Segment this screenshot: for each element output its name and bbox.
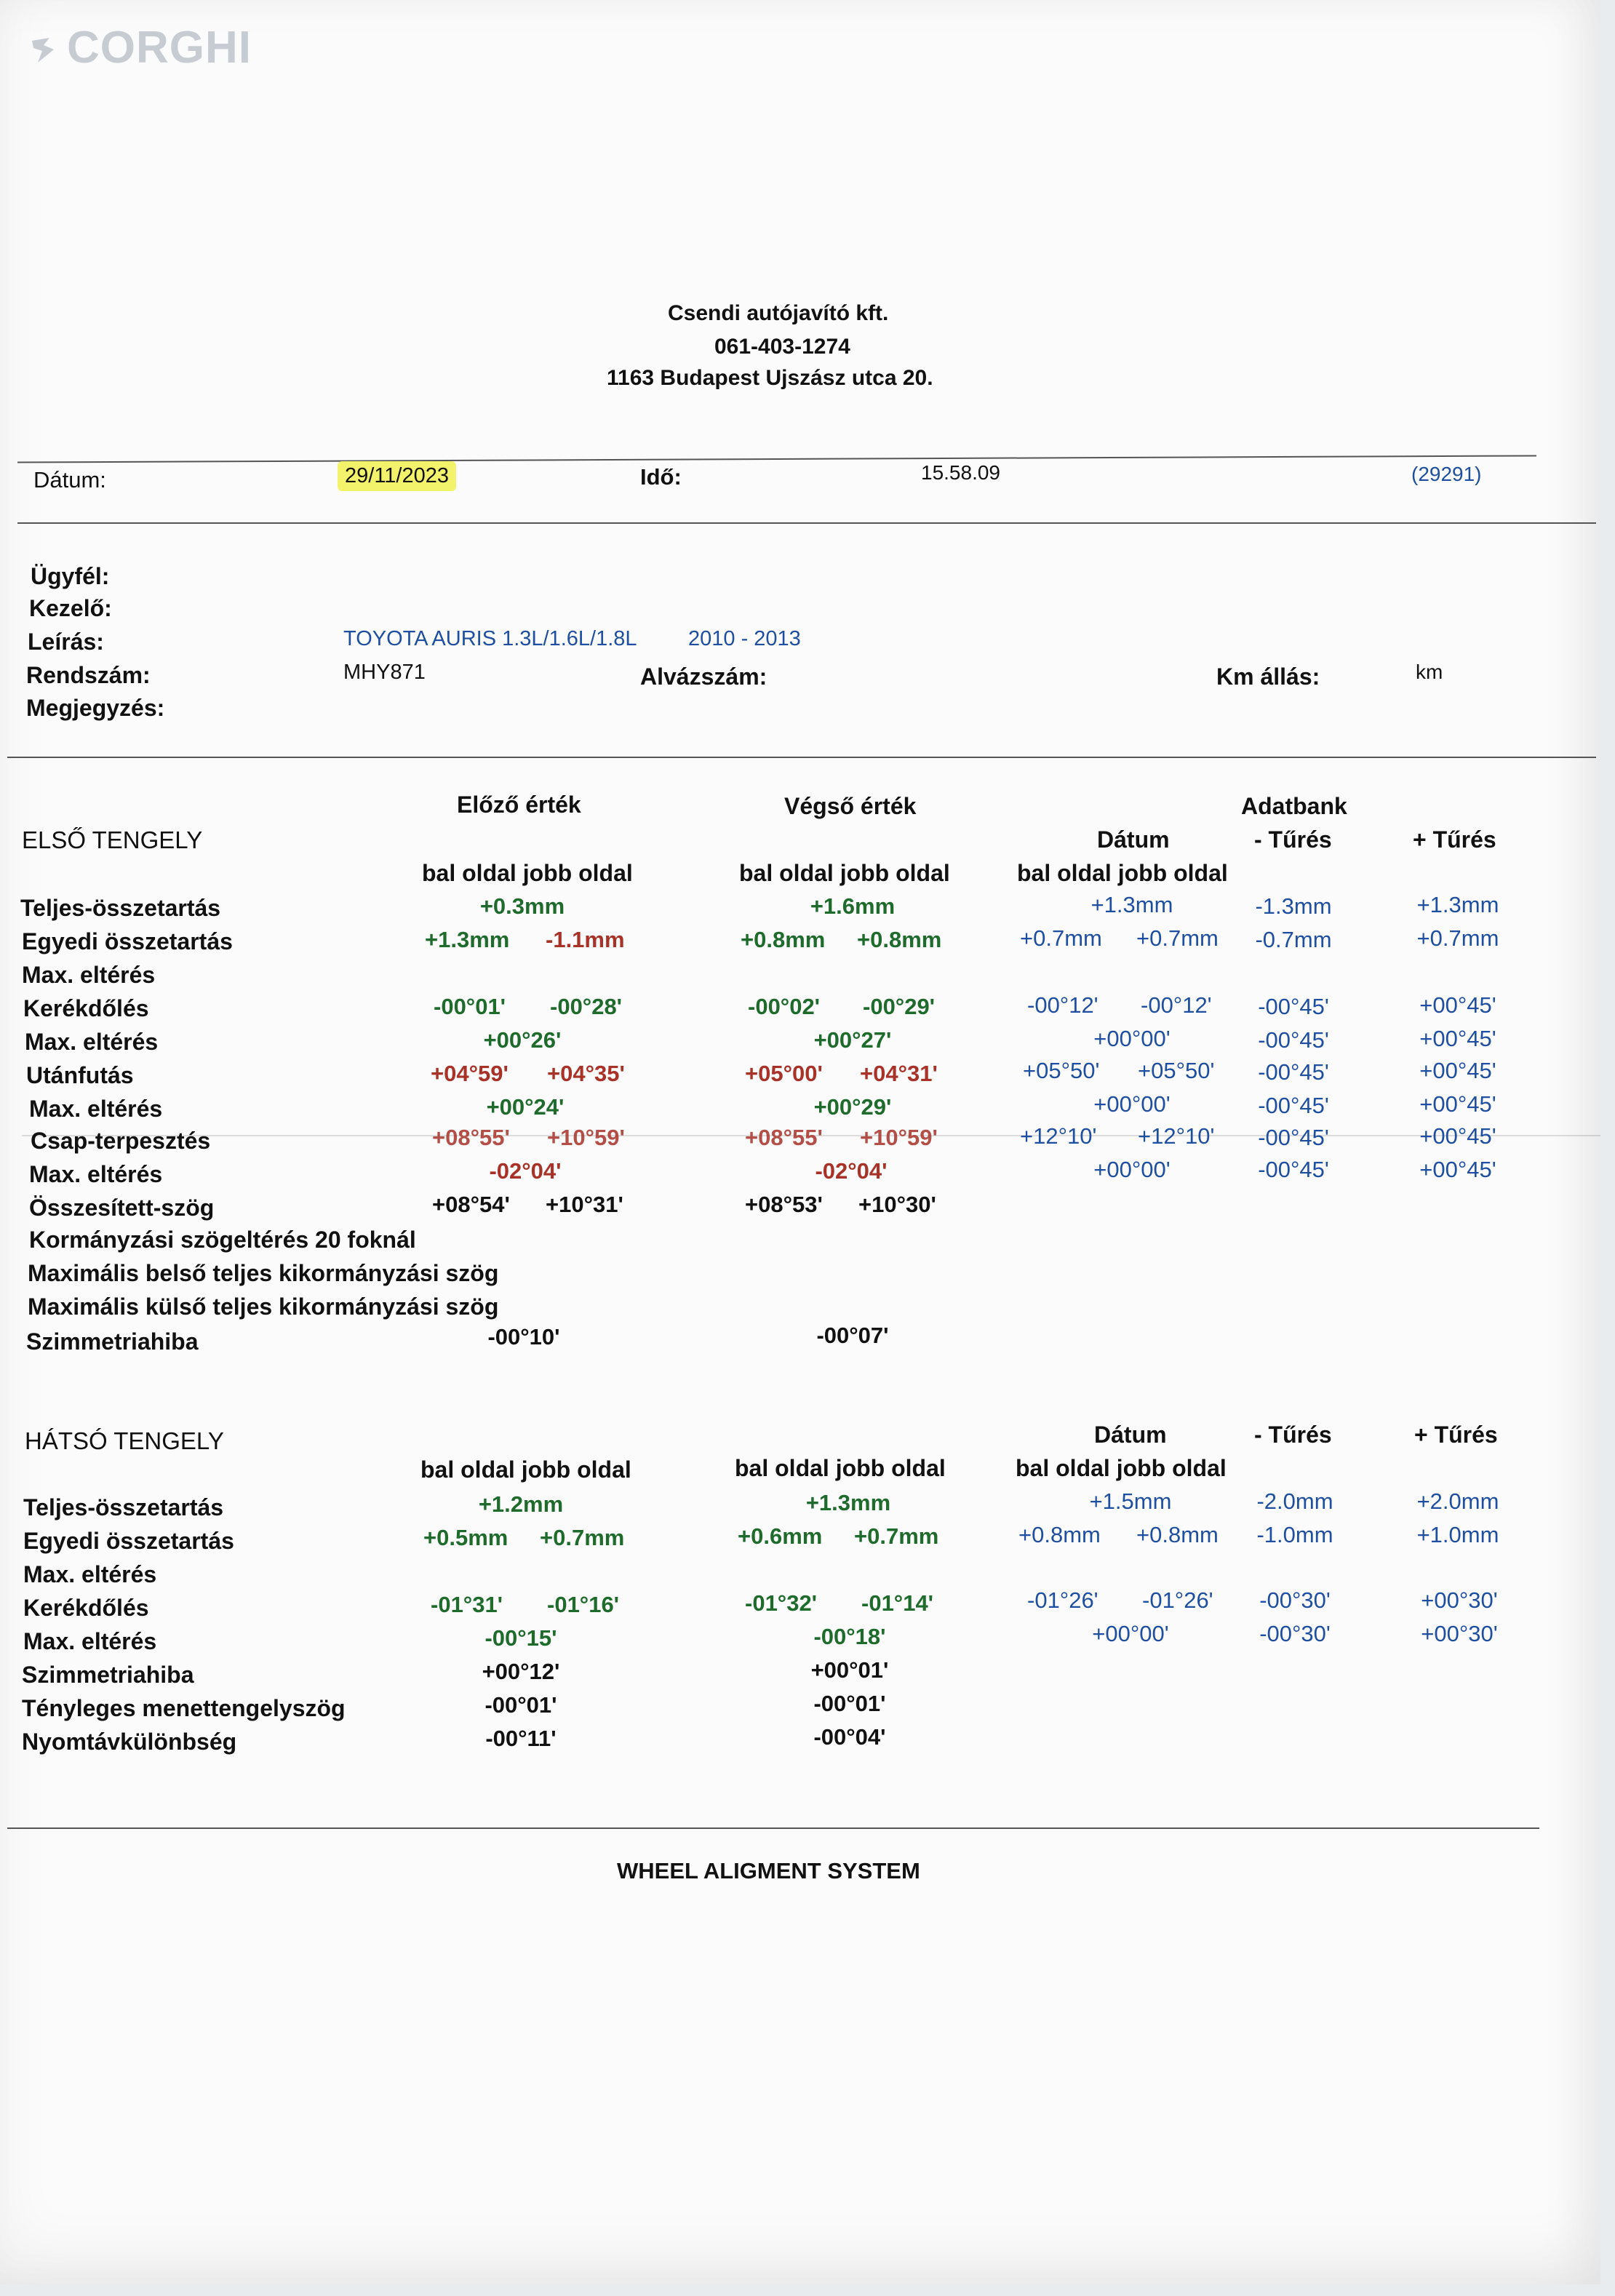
side-header-previous: bal oldal jobb oldal bbox=[420, 1456, 631, 1483]
front-kpi-db-left: +12°10' bbox=[1020, 1123, 1097, 1149]
front-max2-final: +00°27' bbox=[813, 1027, 892, 1053]
km-unit: km bbox=[1416, 661, 1443, 683]
customer-label: Ügyfél: bbox=[31, 563, 110, 589]
col-tolerance-plus: + Tűrés bbox=[1414, 1422, 1498, 1448]
company-phone: 061-403-1274 bbox=[714, 335, 850, 359]
front-caster-db-right: +05°50' bbox=[1138, 1058, 1215, 1083]
rear-ind-toe-db-left: +0.8mm bbox=[1018, 1522, 1101, 1547]
front-camber-db-right: -00°12' bbox=[1141, 992, 1212, 1018]
front-ind-toe-tol-plus: +0.7mm bbox=[1416, 925, 1499, 951]
front-incl-final-left: +08°53' bbox=[745, 1192, 823, 1217]
front-sym-prev: -00°10' bbox=[487, 1324, 560, 1350]
front-ind-toe-final-right: +0.8mm bbox=[857, 927, 942, 952]
col-tolerance-minus: - Tűrés bbox=[1254, 826, 1332, 853]
front-ind-toe-prev-left: +1.3mm bbox=[425, 927, 510, 952]
rear-ind-toe-final-left: +0.6mm bbox=[738, 1523, 823, 1549]
model-years: 2010 - 2013 bbox=[688, 627, 801, 650]
date-value: 29/11/2023 bbox=[338, 461, 456, 491]
row-label-individual-toe: Egyedi összetartás bbox=[22, 928, 233, 954]
date-label: Dátum: bbox=[33, 467, 106, 493]
rear-ind-toe-db-right: +0.8mm bbox=[1136, 1522, 1219, 1547]
front-total-toe-prev: +0.3mm bbox=[479, 893, 565, 919]
front-max2-tol-minus: -00°45' bbox=[1258, 1027, 1329, 1053]
rear-total-toe-db: +1.5mm bbox=[1089, 1488, 1172, 1514]
rear-max2-tol-minus: -00°30' bbox=[1259, 1621, 1331, 1646]
operator-label: Kezelő: bbox=[29, 595, 112, 621]
rear-max2-final: -00°18' bbox=[813, 1624, 886, 1649]
corghi-logo-icon bbox=[28, 33, 60, 65]
divider bbox=[7, 1827, 1539, 1829]
rear-total-toe-tol-minus: -2.0mm bbox=[1256, 1488, 1333, 1514]
rear-camber-db-left: -01°26' bbox=[1027, 1587, 1098, 1613]
divider bbox=[17, 522, 1596, 524]
row-label-kingpin-inclination: Csap-terpesztés bbox=[31, 1128, 211, 1154]
rear-thrust-final: -00°01' bbox=[813, 1691, 886, 1716]
front-ind-toe-db-right: +0.7mm bbox=[1136, 925, 1219, 951]
rear-max2-db: +00°00' bbox=[1092, 1621, 1169, 1646]
front-kpi-prev-right: +10°59' bbox=[547, 1125, 625, 1150]
row-label-max-outer-lock: Maximális külső teljes kikormányzási szög bbox=[28, 1294, 499, 1320]
front-kpi-db-right: +12°10' bbox=[1138, 1123, 1215, 1149]
rear-max2-prev: -00°15' bbox=[484, 1625, 557, 1651]
row-label-camber: Kerékdőlés bbox=[23, 995, 149, 1021]
front-kpi-prev-left: +08°55' bbox=[432, 1125, 510, 1150]
rear-camber-tol-minus: -00°30' bbox=[1259, 1587, 1331, 1613]
row-label-camber: Kerékdőlés bbox=[23, 1595, 149, 1621]
side-header-final: bal oldal jobb oldal bbox=[739, 860, 950, 886]
col-tolerance-plus: + Tűrés bbox=[1413, 826, 1496, 853]
row-label-caster: Utánfutás bbox=[26, 1062, 134, 1088]
front-caster-prev-left: +04°59' bbox=[431, 1061, 509, 1086]
row-label-max-deviation: Max. eltérés bbox=[25, 1029, 159, 1055]
row-label-track-difference: Nyomtávkülönbség bbox=[22, 1729, 237, 1755]
rear-ind-toe-prev-left: +0.5mm bbox=[423, 1525, 509, 1550]
side-header-databank: bal oldal jobb oldal bbox=[1016, 1455, 1227, 1481]
front-kpi-final-left: +08°55' bbox=[745, 1125, 823, 1150]
col-date: Dátum bbox=[1097, 826, 1170, 853]
side-header-databank: bal oldal jobb oldal bbox=[1017, 860, 1228, 886]
front-caster-tol-plus: +00°45' bbox=[1419, 1058, 1496, 1083]
front-caster-final-right: +04°31' bbox=[860, 1061, 938, 1086]
row-label-total-toe: Teljes-összetartás bbox=[20, 895, 221, 921]
front-ind-toe-db-left: +0.7mm bbox=[1020, 925, 1102, 951]
col-databank: Adatbank bbox=[1241, 793, 1347, 819]
row-label-thrust-angle: Tényleges menettengelyszög bbox=[22, 1695, 346, 1721]
rear-total-toe-final: +1.3mm bbox=[805, 1490, 891, 1515]
rear-track-prev: -00°11' bbox=[485, 1726, 557, 1751]
front-total-toe-tol-minus: -1.3mm bbox=[1255, 893, 1332, 919]
front-max4-tol-minus: -00°45' bbox=[1258, 1157, 1329, 1182]
row-label-symmetry: Szimmetriahiba bbox=[22, 1662, 194, 1688]
rear-camber-db-right: -01°26' bbox=[1142, 1587, 1213, 1613]
row-label-max-inner-lock: Maximális belső teljes kikormányzási szög bbox=[28, 1260, 499, 1286]
front-total-toe-final: +1.6mm bbox=[810, 893, 896, 919]
front-camber-prev-right: -00°28' bbox=[550, 994, 623, 1019]
rear-camber-prev-right: -01°16' bbox=[547, 1592, 620, 1617]
row-label-max-deviation: Max. eltérés bbox=[29, 1096, 163, 1122]
front-kpi-tol-plus: +00°45' bbox=[1419, 1123, 1496, 1149]
rear-ind-toe-tol-minus: -1.0mm bbox=[1256, 1522, 1333, 1547]
front-max3-db: +00°00' bbox=[1093, 1091, 1171, 1117]
note-label: Megjegyzés: bbox=[26, 695, 165, 721]
front-ind-toe-final-left: +0.8mm bbox=[741, 927, 826, 952]
row-label-max-deviation: Max. eltérés bbox=[23, 1628, 157, 1654]
time-value: 15.58.09 bbox=[921, 461, 1000, 484]
front-incl-prev-right: +10°31' bbox=[546, 1192, 623, 1217]
row-label-steering-20: Kormányzási szögeltérés 20 foknál bbox=[29, 1227, 416, 1253]
front-total-toe-tol-plus: +1.3mm bbox=[1416, 892, 1499, 917]
front-axle-title: ELSŐ TENGELY bbox=[22, 826, 203, 853]
rear-camber-prev-left: -01°31' bbox=[431, 1592, 503, 1617]
front-incl-prev-left: +08°54' bbox=[432, 1192, 510, 1217]
km-label: Km állás: bbox=[1216, 663, 1320, 690]
corghi-logo: CORGHI bbox=[28, 22, 252, 73]
record-number: (29291) bbox=[1411, 463, 1482, 485]
side-header-previous: bal oldal jobb oldal bbox=[422, 860, 633, 886]
rear-sym-final: +00°01' bbox=[810, 1657, 889, 1683]
front-kpi-tol-minus: -00°45' bbox=[1258, 1125, 1329, 1150]
front-incl-final-right: +10°30' bbox=[858, 1192, 936, 1217]
rear-camber-final-right: -01°14' bbox=[861, 1590, 934, 1616]
rear-camber-tol-plus: +00°30' bbox=[1421, 1587, 1498, 1613]
front-max2-db: +00°00' bbox=[1093, 1026, 1171, 1051]
front-max3-prev: +00°24' bbox=[486, 1094, 565, 1120]
front-max4-prev: -02°04' bbox=[489, 1158, 562, 1184]
front-camber-tol-plus: +00°45' bbox=[1419, 992, 1496, 1018]
description-label: Leírás: bbox=[28, 629, 104, 655]
time-label: Idő: bbox=[640, 464, 682, 490]
front-caster-prev-right: +04°35' bbox=[547, 1061, 625, 1086]
vin-label: Alvázszám: bbox=[640, 663, 767, 690]
rear-camber-final-left: -01°32' bbox=[745, 1590, 818, 1616]
front-max4-db: +00°00' bbox=[1093, 1157, 1171, 1182]
row-label-individual-toe: Egyedi összetartás bbox=[23, 1528, 234, 1554]
divider bbox=[7, 757, 1596, 758]
front-max4-final: -02°04' bbox=[815, 1158, 888, 1184]
front-caster-db-left: +05°50' bbox=[1023, 1058, 1100, 1083]
front-camber-prev-left: -00°01' bbox=[434, 994, 506, 1019]
front-caster-tol-minus: -00°45' bbox=[1258, 1059, 1329, 1085]
rear-ind-toe-tol-plus: +1.0mm bbox=[1416, 1522, 1499, 1547]
rear-track-final: -00°04' bbox=[813, 1724, 886, 1750]
row-label-max-deviation: Max. eltérés bbox=[23, 1561, 157, 1587]
row-label-symmetry: Szimmetriahiba bbox=[26, 1328, 199, 1355]
row-label-max-deviation: Max. eltérés bbox=[29, 1161, 163, 1187]
front-kpi-final-right: +10°59' bbox=[860, 1125, 938, 1150]
front-max3-tol-plus: +00°45' bbox=[1419, 1091, 1496, 1117]
plate-label: Rendszám: bbox=[26, 662, 151, 688]
footer-system-name: WHEEL ALIGMENT SYSTEM bbox=[617, 1858, 920, 1884]
front-caster-final-left: +05°00' bbox=[745, 1061, 823, 1086]
col-tolerance-minus: - Tűrés bbox=[1254, 1422, 1332, 1448]
front-max2-prev: +00°26' bbox=[483, 1027, 562, 1053]
front-max3-tol-minus: -00°45' bbox=[1258, 1093, 1329, 1118]
row-label-max-deviation: Max. eltérés bbox=[22, 962, 156, 988]
col-final-value: Végső érték bbox=[784, 793, 917, 819]
front-total-toe-db: +1.3mm bbox=[1090, 892, 1173, 917]
front-max4-tol-plus: +00°45' bbox=[1419, 1157, 1496, 1182]
rear-ind-toe-prev-right: +0.7mm bbox=[540, 1525, 625, 1550]
plate-value: MHY871 bbox=[343, 661, 426, 684]
rear-total-toe-prev: +1.2mm bbox=[478, 1491, 564, 1517]
front-camber-final-left: -00°02' bbox=[748, 994, 821, 1019]
front-sym-final: -00°07' bbox=[816, 1323, 889, 1348]
front-camber-tol-minus: -00°45' bbox=[1258, 994, 1329, 1019]
row-label-total-toe: Teljes-összetartás bbox=[23, 1494, 224, 1520]
divider bbox=[17, 455, 1536, 463]
col-previous-value: Előző érték bbox=[457, 792, 581, 818]
rear-sym-prev: +00°12' bbox=[482, 1659, 560, 1684]
company-name: Csendi autójavító kft. bbox=[668, 301, 889, 325]
front-camber-db-left: -00°12' bbox=[1027, 992, 1098, 1018]
col-date: Dátum bbox=[1094, 1422, 1167, 1448]
side-header-final: bal oldal jobb oldal bbox=[735, 1455, 946, 1481]
front-ind-toe-prev-right: -1.1mm bbox=[546, 927, 625, 952]
front-max2-tol-plus: +00°45' bbox=[1419, 1026, 1496, 1051]
rear-ind-toe-final-right: +0.7mm bbox=[854, 1523, 939, 1549]
rear-max2-tol-plus: +00°30' bbox=[1421, 1621, 1498, 1646]
row-label-included-angle: Összesített-szög bbox=[29, 1195, 215, 1221]
rear-axle-title: HÁTSÓ TENGELY bbox=[25, 1427, 224, 1454]
front-ind-toe-tol-minus: -0.7mm bbox=[1255, 927, 1332, 952]
front-max3-final: +00°29' bbox=[813, 1094, 892, 1120]
company-address: 1163 Budapest Ujszász utca 20. bbox=[607, 366, 933, 390]
rear-total-toe-tol-plus: +2.0mm bbox=[1416, 1488, 1499, 1514]
description-value: TOYOTA AURIS 1.3L/1.6L/1.8L bbox=[343, 627, 637, 650]
rear-thrust-prev: -00°01' bbox=[484, 1692, 557, 1718]
front-camber-final-right: -00°29' bbox=[863, 994, 936, 1019]
